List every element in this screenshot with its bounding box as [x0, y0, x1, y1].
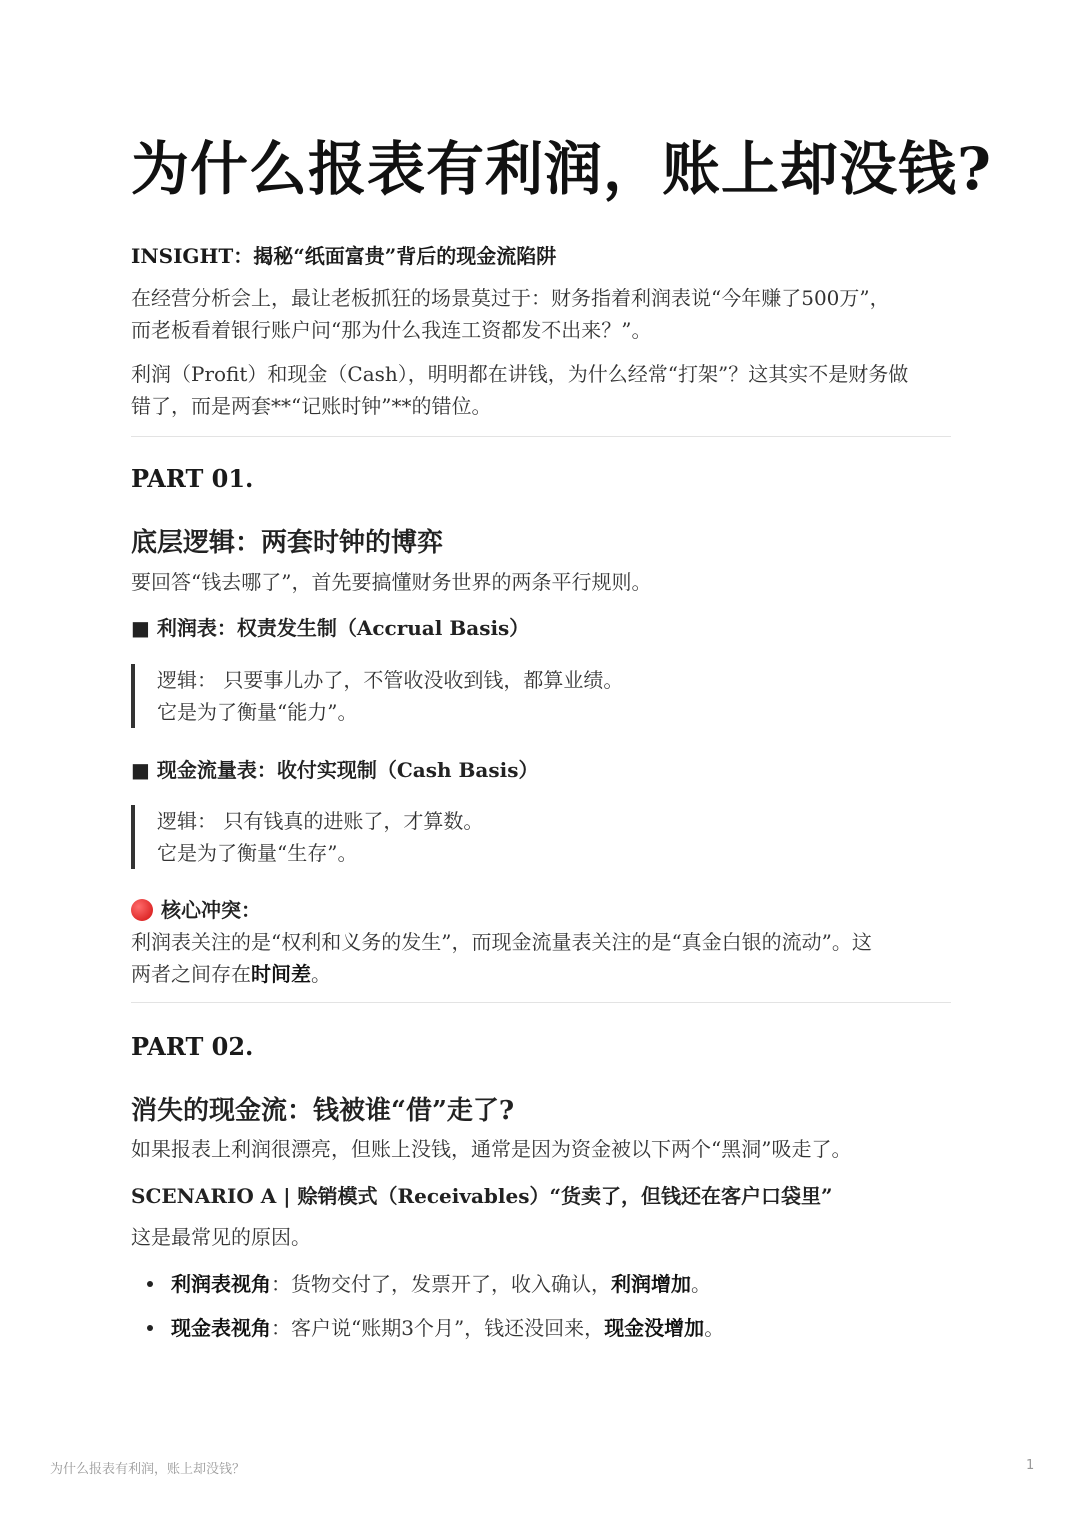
- conflict-emphasis: 时间差: [251, 962, 311, 986]
- list-item: [131, 1262, 724, 1306]
- conflict-paragraph: [131, 926, 951, 990]
- footer-title: 为什么报表有利润，账上却没钱？: [50, 1462, 246, 1477]
- divider: [131, 436, 951, 437]
- intro-paragraph-1: [131, 282, 951, 346]
- bullet-text: ：货物交付了，发票开了，收入确认，: [271, 1272, 611, 1296]
- conflict-title: 核心冲突：: [161, 898, 261, 922]
- conflict-line2-end: 。: [311, 962, 331, 986]
- rule-accrual-title: ■ 利润表：权责发生制（Accrual Basis）: [131, 616, 530, 640]
- insight-heading: INSIGHT：揭秘“纸面富贵”背后的现金流陷阱: [131, 244, 557, 268]
- part-02-label: PART 02.: [131, 1032, 254, 1061]
- rule-cash-quote: [131, 805, 957, 869]
- list-item: [131, 1306, 724, 1350]
- intro-p1-line2: 而老板看着银行账户问“那为什么我连工资都发不出来？”。: [131, 318, 652, 342]
- intro-paragraph-2: [131, 358, 951, 422]
- red-circle-icon: [131, 899, 153, 921]
- part-01-heading: 底层逻辑：两套时钟的博弈: [131, 528, 444, 558]
- rule-accrual-quote: [131, 664, 957, 728]
- footer-page-number: 1: [1026, 1458, 1035, 1473]
- bullet-label: 利润表视角: [171, 1272, 271, 1296]
- part-01-label: PART 01.: [131, 464, 254, 493]
- divider: [131, 1002, 951, 1003]
- bullet-end: 。: [704, 1316, 725, 1340]
- conflict-heading: [131, 894, 261, 923]
- bullet-end: 。: [691, 1272, 711, 1296]
- bullet-label: 现金表视角: [171, 1316, 271, 1340]
- scenario-a-lead: 这是最常见的原因。: [131, 1225, 311, 1249]
- bullet-emphasis: 利润增加: [611, 1272, 691, 1296]
- part-02-heading: 消失的现金流：钱被谁“借”走了?: [131, 1096, 515, 1126]
- conflict-line1: 利润表关注的是“权利和义务的发生”，而现金流量表关注的是“真金白银的流动”。这: [131, 930, 872, 954]
- scenario-a-title: SCENARIO A | 赊销模式（Receivables）“货卖了，但钱还在客户口袋里”: [131, 1184, 833, 1208]
- intro-p2-line2: 错了，而是两套**“记账时钟”**的错位。: [131, 394, 492, 418]
- bullet-text: ：客户说“账期3个月”，钱还没回来，: [271, 1316, 605, 1340]
- conflict-line2-text: 两者之间存在: [131, 962, 251, 986]
- intro-p2-line1: 利润（Profit）和现金（Cash），明明都在讲钱，为什么经常“打架”？这其实不是财务做: [131, 362, 909, 386]
- rule-cash-purpose: 它是为了衡量“生存”。: [157, 841, 358, 865]
- rule-cash-logic: 逻辑： 只有钱真的进账了，才算数。: [157, 809, 484, 833]
- intro-p1-line1: 在经营分析会上，最让老板抓狂的场景莫过于：财务指着利润表说“今年赚了500万”，: [131, 286, 890, 310]
- rule-cash-title: ■ 现金流量表：收付实现制（Cash Basis）: [131, 758, 539, 782]
- page-title: 为什么报表有利润，账上却没钱?: [131, 135, 992, 203]
- scenario-a-list: [131, 1262, 724, 1350]
- conflict-line2: [131, 958, 951, 990]
- part-01-lead: 要回答“钱去哪了”，首先要搞懂财务世界的两条平行规则。: [131, 570, 652, 594]
- rule-accrual-logic: 逻辑： 只要事儿办了，不管收没收到钱，都算业绩。: [157, 668, 624, 692]
- part-02-lead: 如果报表上利润很漂亮，但账上没钱，通常是因为资金被以下两个“黑洞”吸走了。: [131, 1137, 852, 1161]
- rule-accrual-purpose: 它是为了衡量“能力”。: [157, 700, 358, 724]
- bullet-emphasis: 现金没增加: [604, 1316, 705, 1340]
